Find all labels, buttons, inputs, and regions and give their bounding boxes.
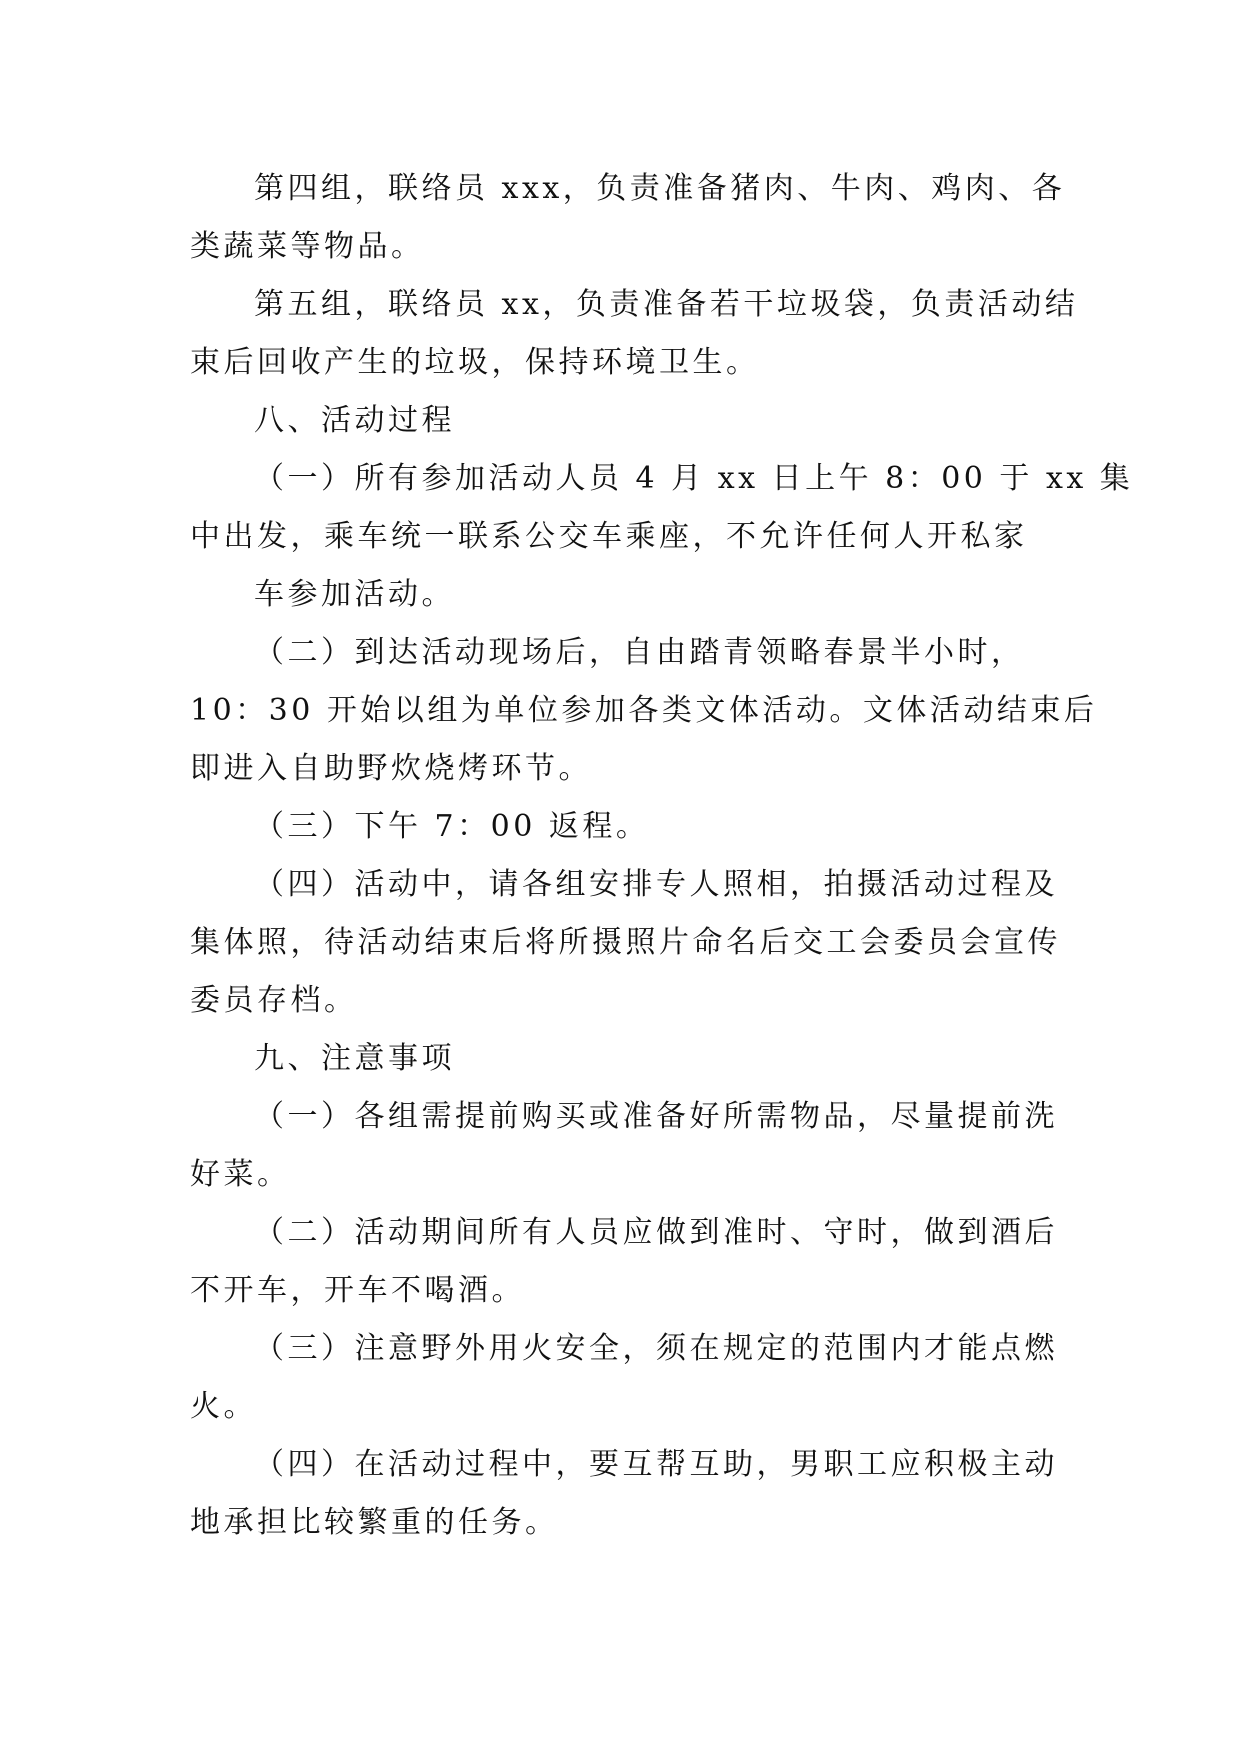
process-item-2-line-3: 即进入自助野炊烧烤环节。 [190, 751, 592, 786]
process-item-3-line-1: （三）下午 7：00 返程。 [254, 809, 650, 844]
notice-item-2-line-2: 不开车，开车不喝酒。 [190, 1273, 525, 1308]
notice-item-1-line-2: 好菜。 [190, 1157, 291, 1192]
section-heading-8: 八、活动过程 [254, 403, 455, 438]
notice-item-3-line-1: （三）注意野外用火安全，须在规定的范围内才能点燃 [254, 1331, 1058, 1366]
process-item-1-line-2: 中出发，乘车统一联系公交车乘座，不允许任何人开私家 [190, 519, 1028, 554]
notice-item-3-line-2: 火。 [190, 1389, 257, 1424]
paragraph-group-5-line-1: 第五组，联络员 xx，负责准备若干垃圾袋，负责活动结 [254, 287, 1079, 322]
notice-item-2-line-1: （二）活动期间所有人员应做到准时、守时，做到酒后 [254, 1215, 1058, 1250]
process-item-1-line-1: （一）所有参加活动人员 4 月 xx 日上午 8：00 于 xx 集 [254, 461, 1134, 496]
notice-item-1-line-1: （一）各组需提前购买或准备好所需物品，尽量提前洗 [254, 1099, 1058, 1134]
process-item-1-line-3: 车参加活动。 [254, 577, 455, 612]
process-item-4-line-2: 集体照，待活动结束后将所摄照片命名后交工会委员会宣传 [190, 925, 1061, 960]
notice-item-4-line-1: （四）在活动过程中，要互帮互助，男职工应积极主动 [254, 1447, 1058, 1482]
paragraph-group-4-line-2: 类蔬菜等物品。 [190, 229, 425, 264]
process-item-4-line-3: 委员存档。 [190, 983, 358, 1018]
paragraph-group-4-line-1: 第四组，联络员 xxx，负责准备猪肉、牛肉、鸡肉、各 [254, 171, 1066, 206]
process-item-2-line-1: （二）到达活动现场后，自由踏青领略春景半小时， [254, 635, 1025, 670]
notice-item-4-line-2: 地承担比较繁重的任务。 [190, 1505, 559, 1540]
document-body [190, 160, 1134, 1552]
section-heading-9: 九、注意事项 [254, 1041, 455, 1076]
paragraph-group-5-line-2: 束后回收产生的垃圾，保持环境卫生。 [190, 345, 760, 380]
process-item-2-line-2: 10：30 开始以组为单位参加各类文体活动。文体活动结束后 [190, 693, 1098, 728]
process-item-4-line-1: （四）活动中，请各组安排专人照相，拍摄活动过程及 [254, 867, 1058, 902]
